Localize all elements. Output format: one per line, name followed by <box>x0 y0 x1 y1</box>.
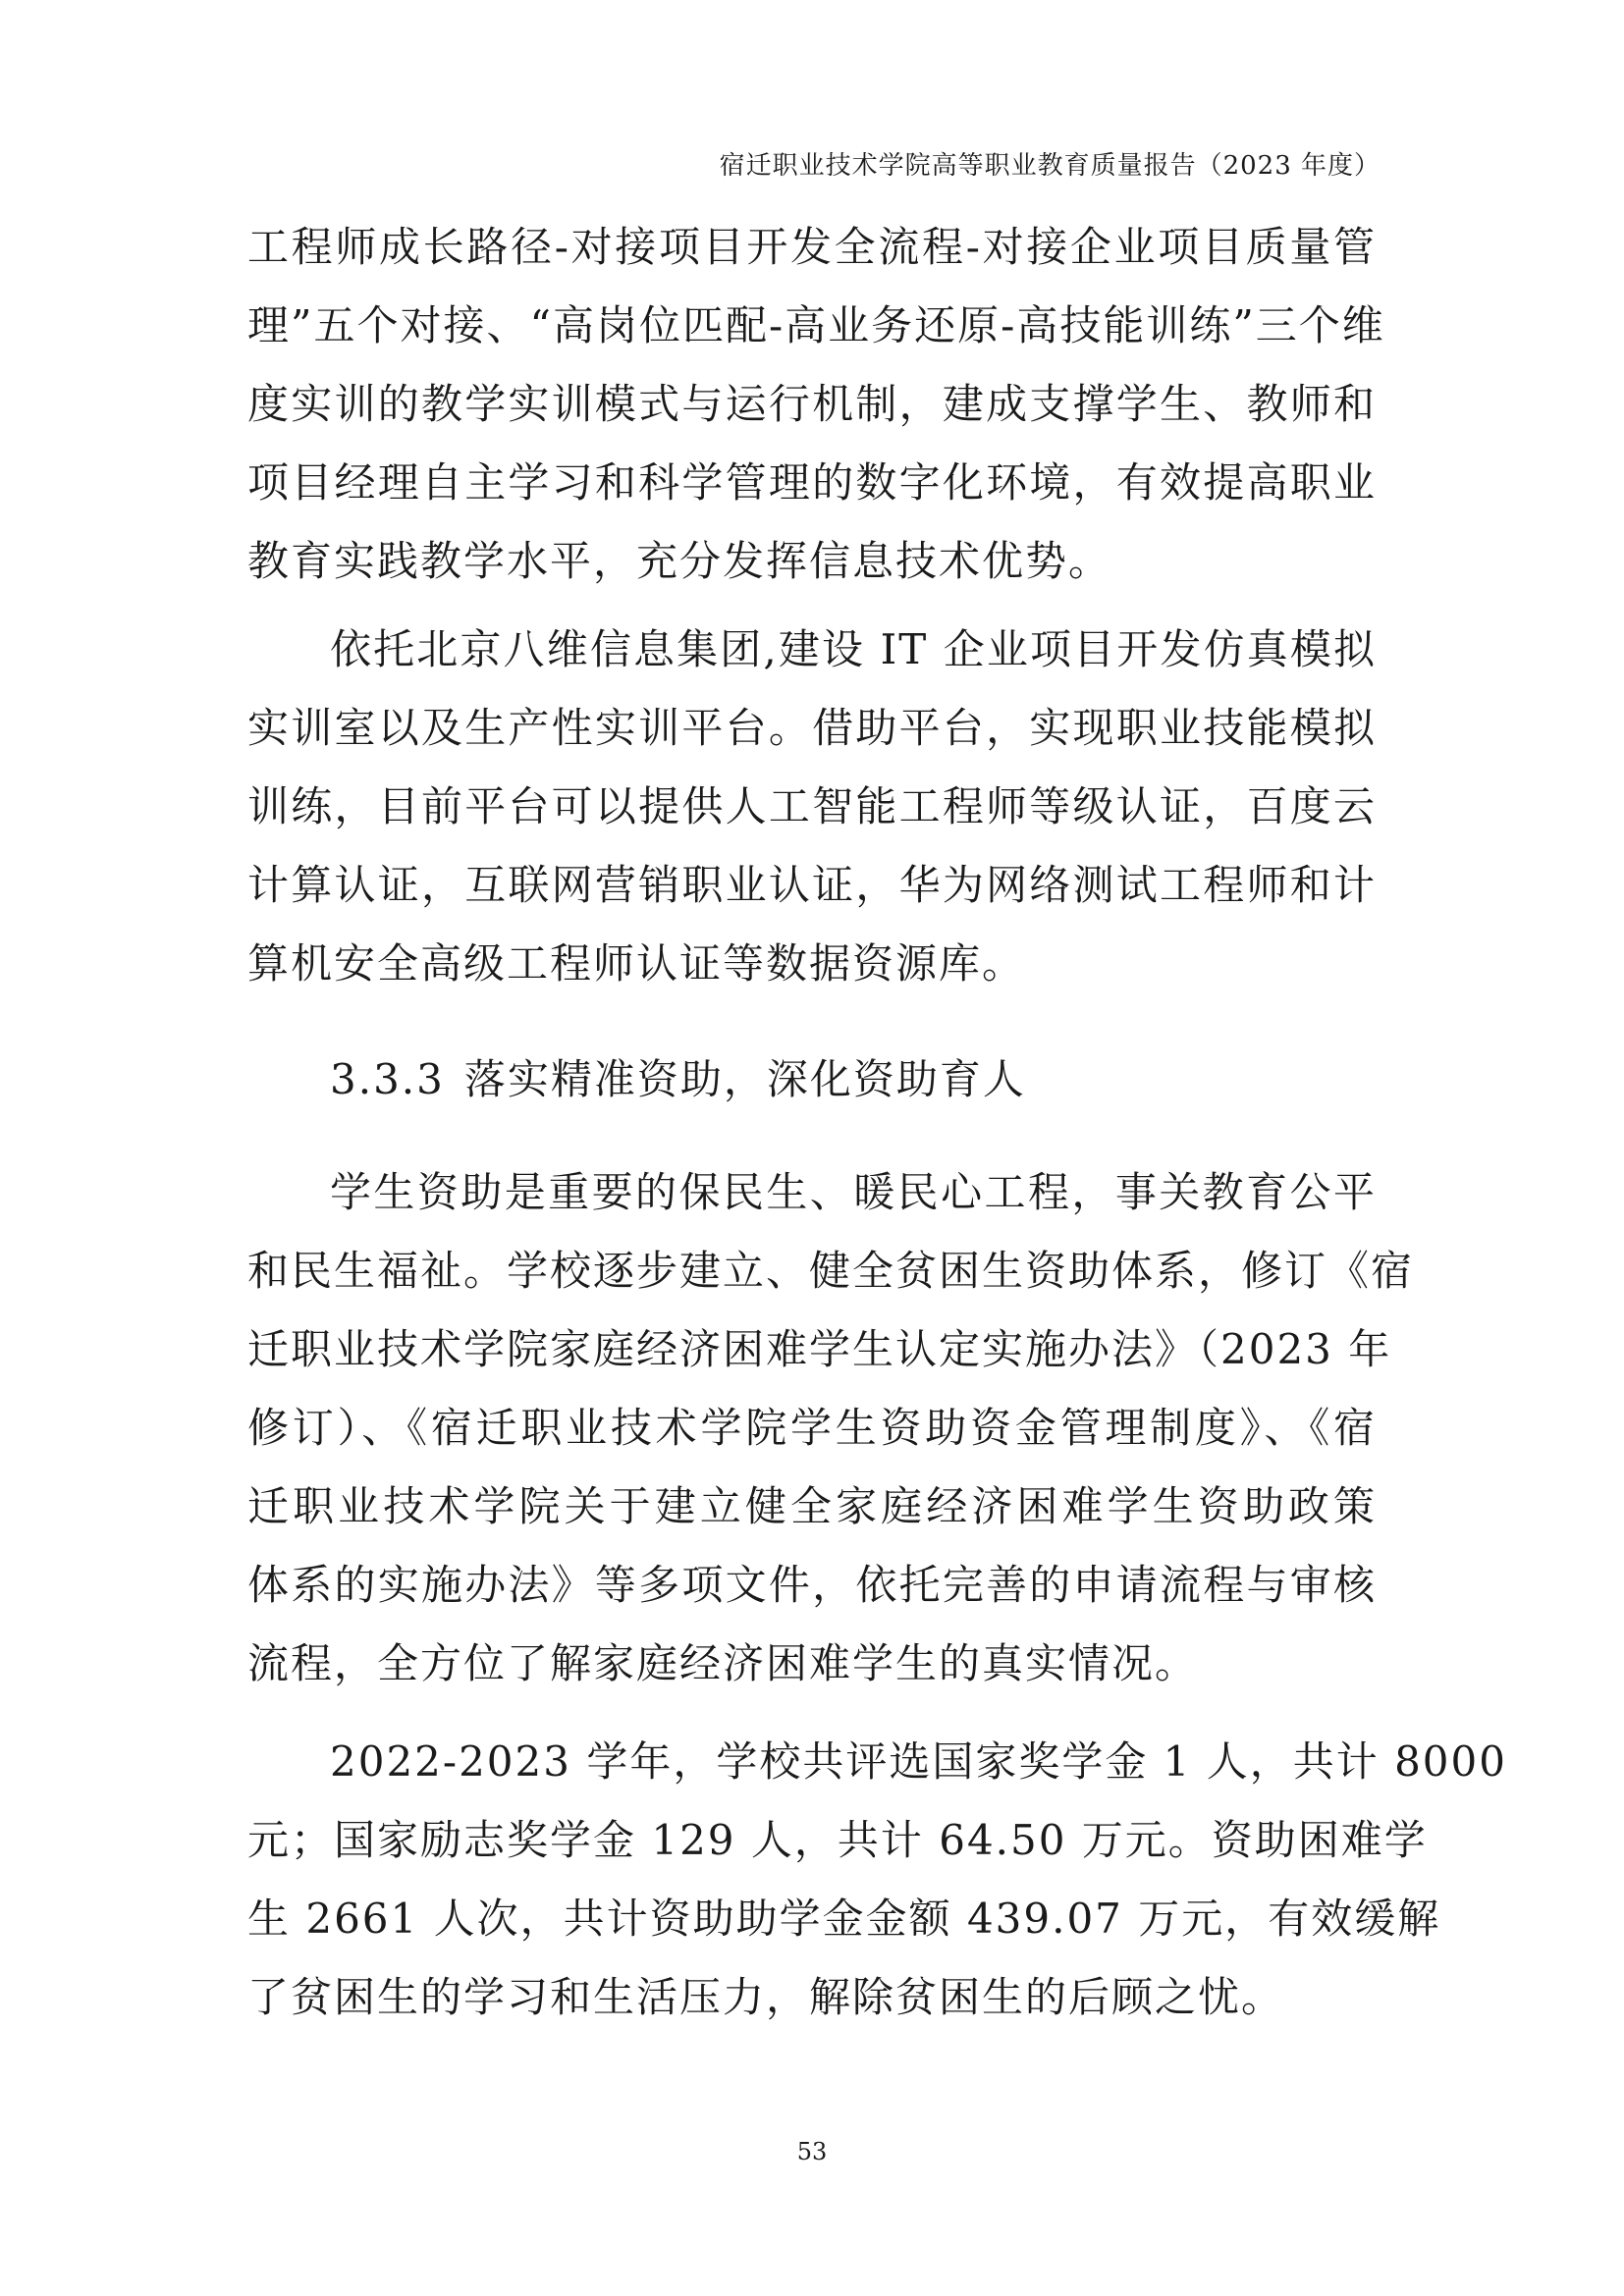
paragraph-3 <box>247 1153 1415 1703</box>
paragraph-line: 依托北京八维信息集团,建设 IT 企业项目开发仿真模拟 <box>330 625 1377 673</box>
paragraph-line: 流程，全方位了解家庭经济困难学生的真实情况。 <box>247 1639 1199 1687</box>
paragraph-line: 元；国家励志奖学金 129 人，共计 64.50 万元。资助困难学 <box>247 1816 1428 1864</box>
paragraph-line: 体系的实施办法》等多项文件，依托完善的申请流程与审核 <box>247 1561 1377 1609</box>
section-number: 3.3.3 <box>330 1055 445 1103</box>
paragraph-line: 教育实践教学水平，充分发挥信息技术优势。 <box>247 537 1112 585</box>
paragraph-line: 学生资助是重要的保民生、暖民心工程，事关教育公平 <box>330 1168 1377 1216</box>
page-number: 53 <box>796 2138 828 2165</box>
paragraph-4 <box>247 1723 1507 2037</box>
paragraph-line: 和民生福祉。学校逐步建立、健全贫困生资助体系，修订《宿 <box>247 1247 1415 1295</box>
paragraph-line: 度实训的教学实训模式与运行机制，建成支撑学生、教师和 <box>247 380 1377 428</box>
paragraph-line: 生 2661 人次，共计资助助学金金额 439.07 万元，有效缓解 <box>247 1895 1441 1943</box>
paragraph-1 <box>247 208 1385 601</box>
paragraph-line: 2022-2023 学年，学校共评选国家奖学金 1 人，共计 8000 <box>330 1737 1507 1786</box>
paragraph-2 <box>247 611 1377 1003</box>
paragraph-line: 算机安全高级工程师认证等数据资源库。 <box>247 939 1026 988</box>
paragraph-line: 工程师成长路径-对接项目开发全流程-对接企业项目质量管 <box>247 223 1377 271</box>
paragraph-line: 迁职业技术学院家庭经济困难学生认定实施办法》（2023 年 <box>247 1325 1392 1373</box>
paragraph-line: 迁职业技术学院关于建立健全家庭经济困难学生资助政策 <box>247 1482 1377 1530</box>
paragraph-line: 训练，目前平台可以提供人工智能工程师等级认证，百度云 <box>247 782 1377 830</box>
paragraph-line: 了贫困生的学习和生活压力，解除贫困生的后顾之忧。 <box>247 1973 1285 2021</box>
paragraph-line: 理”五个对接、“高岗位匹配-高业务还原-高技能训练”三个维 <box>247 301 1385 349</box>
paragraph-line: 修订）、《宿迁职业技术学院学生资助资金管理制度》、《宿 <box>247 1404 1377 1452</box>
section-title: 落实精准资助，深化资助育人 <box>463 1055 1026 1103</box>
paragraph-line: 项目经理自主学习和科学管理的数字化环境，有效提高职业 <box>247 458 1377 507</box>
paragraph-line: 实训室以及生产性实训平台。借助平台，实现职业技能模拟 <box>247 704 1377 752</box>
page-header: 宿迁职业技术学院高等职业教育质量报告（2023 年度） <box>719 151 1380 181</box>
section-heading <box>330 1041 1026 1119</box>
paragraph-line: 计算认证，互联网营销职业认证，华为网络测试工程师和计 <box>247 861 1377 909</box>
